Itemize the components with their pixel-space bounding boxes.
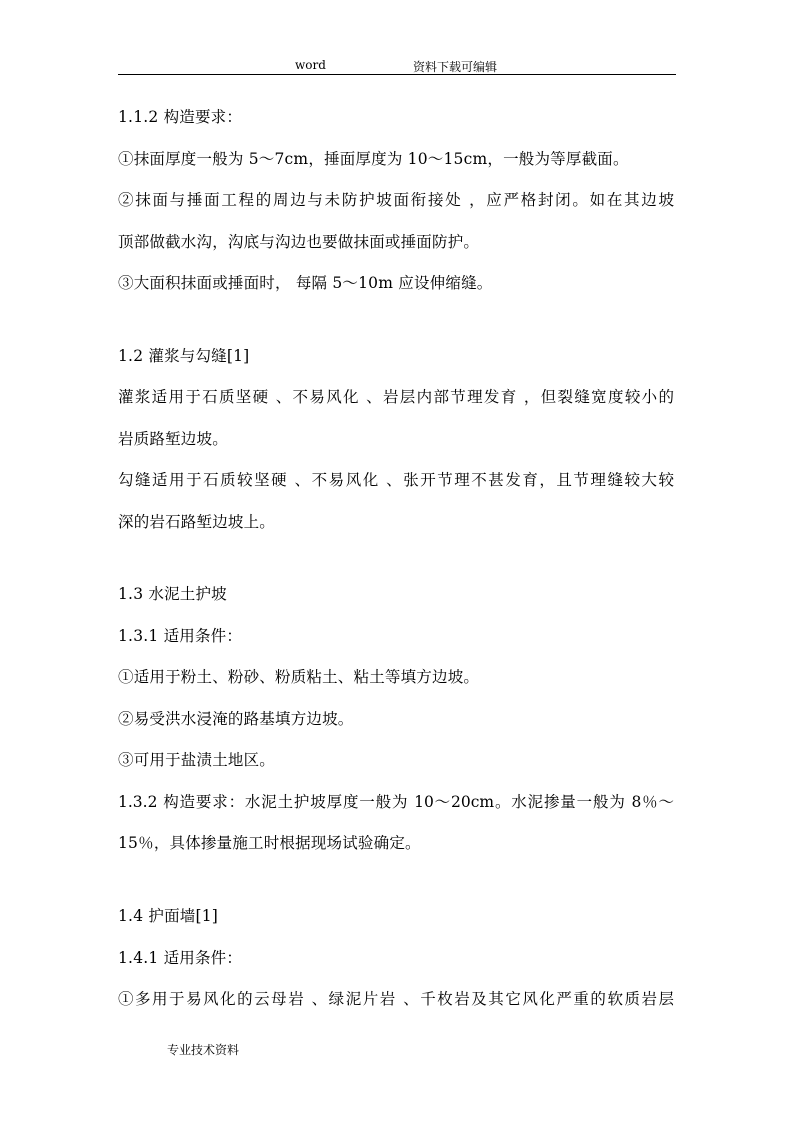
section-1-1-2-title: 1.1.2 构造要求： — [118, 108, 243, 126]
section-1-4-1-title: 1.4.1 适用条件： — [118, 949, 243, 967]
section-1-3-1-item-3: ③可用于盐渍土地区。 — [118, 751, 276, 769]
section-1-3-2-line-1: 1.3.2 构造要求：水泥土护坡厚度一般为 10～20cm。水泥掺量一般为 8％～ — [118, 793, 674, 811]
section-1-1-2-item-2-line-2: 顶部做截水沟，沟底与沟边也要做抹面或捶面防护。 — [118, 233, 480, 251]
section-1-3-1-item-2: ②易受洪水浸淹的路基填方边坡。 — [118, 710, 354, 728]
page-header — [118, 57, 676, 75]
section-1-3-1-title: 1.3.1 适用条件： — [118, 627, 243, 645]
section-1-3-2-line-2: 15％，具体掺量施工时根据现场试验确定。 — [118, 834, 421, 852]
section-1-2-para-1-line-2: 岩质路堑边坡。 — [118, 430, 228, 448]
section-1-1-2-item-1: ①抹面厚度一般为 5～7cm，捶面厚度为 10～15cm，一般为等厚截面。 — [118, 150, 629, 168]
section-1-3-1-item-1: ①适用于粉土、粉砂、粉质粘土、粘土等填方边坡。 — [118, 668, 480, 686]
section-1-2-para-2-line-1: 勾缝适用于石质较坚硬 、不易风化 、张开节理不甚发育，且节理缝较大较 — [118, 471, 674, 489]
section-1-1-2-item-3: ③大面积抹面或捶面时， 每隔 5～10m 应设伸缩缝。 — [118, 274, 493, 292]
section-1-4-1-item-1: ①多用于易风化的云母岩 、绿泥片岩 、千枚岩及其它风化严重的软质岩层 — [118, 990, 674, 1008]
header-left-text: word — [295, 58, 326, 72]
section-1-2-para-1-line-1: 灌浆适用于石质坚硬 、不易风化 、岩层内部节理发育 ，但裂缝宽度较小的 — [118, 388, 674, 406]
section-1-2-para-2-line-2: 深的岩石路堑边坡上。 — [118, 513, 276, 531]
header-right-text: 资料下载可编辑 — [413, 60, 498, 74]
section-1-2-title: 1.2 灌浆与勾缝[1] — [118, 347, 250, 365]
page-footer: 专业技术资料 — [167, 1043, 240, 1057]
section-1-4-title: 1.4 护面墙[1] — [118, 907, 219, 925]
section-1-3-title: 1.3 水泥土护坡 — [118, 585, 227, 603]
section-1-1-2-item-2-line-1: ②抹面与捶面工程的周边与未防护坡面衔接处 ，应严格封闭。如在其边坡 — [118, 191, 674, 209]
